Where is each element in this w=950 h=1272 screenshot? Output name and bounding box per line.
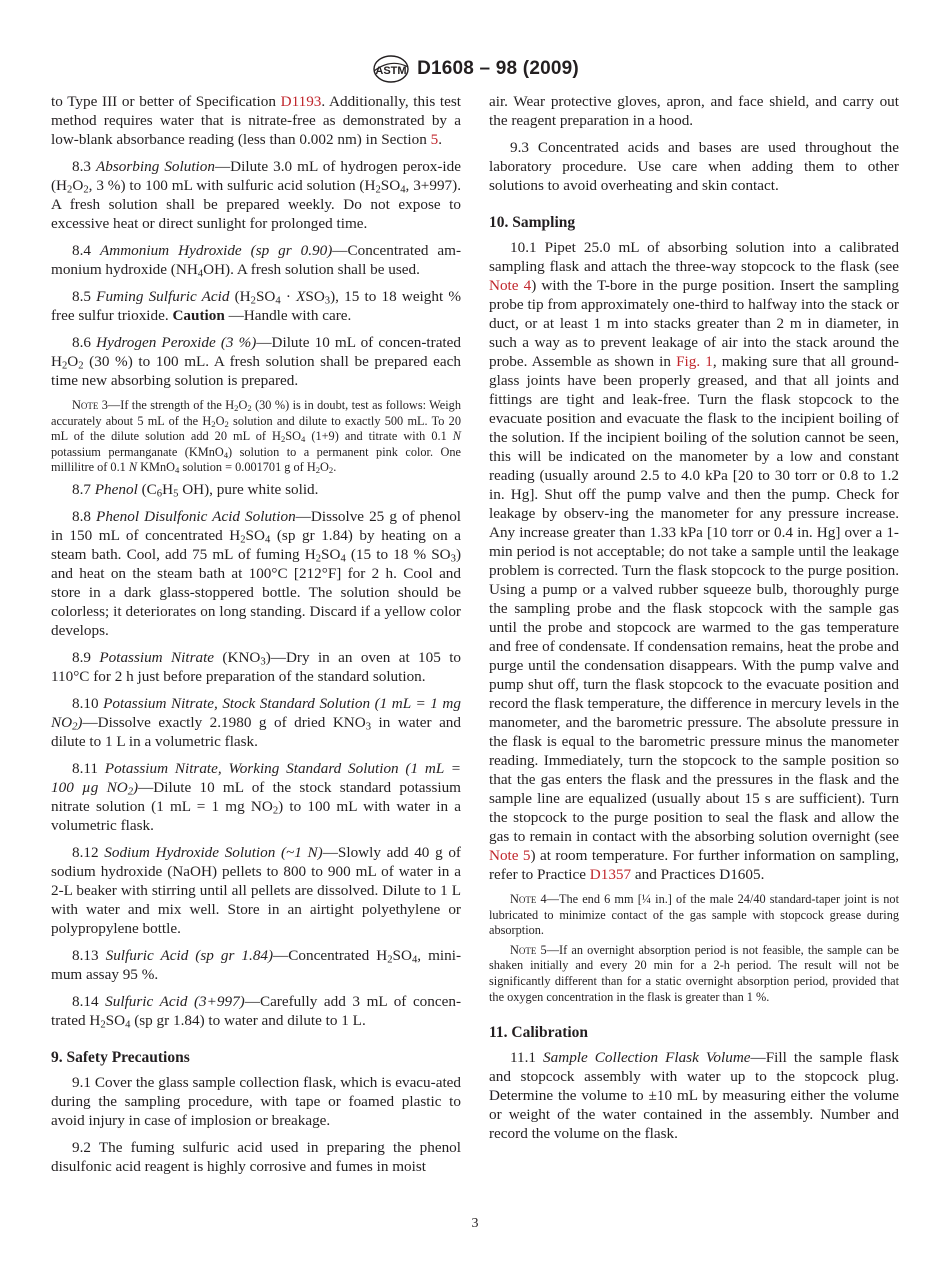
- paragraph: 9.3 Concentrated acids and bases are used throughout the laboratory procedure. Use care when adding them to other solutions to avoid overheating and skin contact.: [489, 139, 899, 194]
- cross-reference-link[interactable]: 5: [430, 131, 439, 148]
- section-heading: 9. Safety Precautions: [51, 1048, 190, 1066]
- paragraph: 10.1 Pipet 25.0 mL of absorbing solution into a calibrated sampling flask and attach the three-way stopcock to the flask (see Note 4) with the T-bore in the purge position. Insert the sampling probe tip from approximately one-third to halfway into the stack or duct, or at least 1 m into stacks greater than 2 m in diameter, in such a way as to prevent leakage of air into the stack around the probe. Assemble as shown in Fig. 1, making sure that all ground-glass joints have been properly greased, and that all joints and fittings are tight and leak-free. Turn the flask stopcock to the evacuate position and evacuate the flask to the incipient boiling of the solution. If the incipient boiling of the solution cannot be seen, this will be indicated on the manometer by a low and constant reading (usually around 2.5 to 4.0 kPa [20 to 30 torr or 0.8 to 1.2 in. Hg]. Shut off the pump valve and then the pump. Check for leakage by observ-ing the manometer for any pressure increase. Any increase greater than 1.33 kPa [10 torr or 0.4 in. Hg] over a 1-min period is not acceptable; do not take a sample until the leakage problem is corrected. Turn the flask stopcock to the purge position. Using a pump or a valved rubber squeeze bulb, thoroughly purge the sampling probe and the flask stopcock with the sample gas until the probe and stopcock are warmed to the gas temperature and free of condensate. If condensation remains, heat the probe and purge until the condensation disappears. With the pump valve and pump shut off, turn the flask stopcock to the evacuate position and record the flask temperature, the difference in mercury levels in the manometer, and the barometric pressure. The absolute pressure in the flask is equal to the barometric pressure minus the manometer reading. Immediately, turn the stopcock to the sample position so that the gas enters the flask and the pressures in the flask and the sample line are equalized (usually about 15 s are sufficient). Turn the stopcock to the purge position to seal the flask and allow the gas to remain in contact with the absorbing solution overnight (see Note 5) at room temperature. For further information on sampling, refer to Practice D1357 and Practices D1605.: [489, 239, 899, 883]
- page-header: [0, 54, 950, 86]
- note: Note 3—If the strength of the $H_2O_2$ (30 %) is in doubt, test as follows: Weigh accurately about 5 mL of the $H_2O_2$ solution and dilute to exactly 500 mL. To 20 mL of the dilute solution add 20 mL of $H_2SO_4$ (1+9) and titrate with 0.1 N potassium permanganate (KMnO$_4$) solution to a permanent pink color. One millilitre of 0.1 N KMnO$_4$ solution = 0.001701 g of $H_2O_2$.: [51, 398, 461, 476]
- cross-reference-link[interactable]: Note 5: [489, 847, 531, 864]
- paragraph: 8.7 Phenol ($C_6H_5$ OH), pure white solid.: [72, 480, 319, 500]
- paragraph: 8.11 Potassium Nitrate, Working Standard Solution (1 mL = 100 µg $NO_2)—Dilute$ 10 mL of the stock standard potassium nitrate solution (1 mL = 1 mg $NO_2$) to 100 mL with water in a volumetric flask.: [51, 759, 462, 834]
- cross-reference-link[interactable]: D1357: [589, 866, 632, 883]
- paragraph: 8.6 Hydrogen Peroxide (3 %)—Dilute 10 mL of concen-trated $H_2O_2$ (30 %) to 100 mL. A fresh solution shall be prepared each time new absorbing solution is prepared.: [51, 334, 461, 389]
- paragraph: to Type III or better of Specification D1193. Additionally, this test method requires water that is nitrate-free as demonstrated by a low-blank absorbance reading (less than 0.002 nm) in Section 5.: [51, 93, 462, 148]
- paragraph: air. Wear protective gloves, apron, and face shield, and carry out the reagent preparation in a hood.: [489, 93, 899, 129]
- paragraph: 8.13 Sulfuric Acid (sp gr 1.84)—Concentrated $H_2SO_4$, mini-mum assay 95 %.: [51, 946, 462, 983]
- paragraph: 8.5 Fuming Sulfuric Acid $(H_2SO_4 \cdot XSO_3)$, 15 to 18 weight % free sulfur trioxide. Caution —Handle with care.: [51, 288, 462, 324]
- note-label: Note 5: [510, 942, 547, 957]
- astm-logo-icon: [371, 54, 411, 84]
- paragraph: 8.12 Sodium Hydroxide Solution (~1 N)—Slowly add 40 g of sodium hydroxide (NaOH) pellets to 800 to 900 mL of water in a 2-L beaker with stirring until all pellets are dissolved. Dilute to 1 L with water and mix well. Store in an airtight polyethylene or polypropylene bottle.: [51, 843, 461, 937]
- note-label: Note 4: [510, 892, 547, 906]
- paragraph: 8.14 Sulfuric Acid (3+997)—Carefully add 3 mL of concen-trated $H_2SO_4$ (sp gr 1.84) to water and dilute to 1 L.: [51, 992, 462, 1031]
- paragraph: 9.2 The fuming sulfuric acid used in preparing the phenol disulfonic acid reagent is highly corrosive and fumes in moist: [51, 1138, 461, 1175]
- cross-reference-link[interactable]: D1193: [280, 93, 322, 110]
- note: Note 4—The end 6 mm [¼ in.] of the male 24/40 standard-taper joint is not lubricated to minimize contact of the gas sample with stopcock grease during absorption.: [489, 892, 899, 938]
- document-id: D1608 – 98 (2009): [417, 58, 579, 79]
- note: Note 5—If an overnight absorption period is not feasible, the sample can be shaken initially and every 20 min for a 2-h period. The result will not be significantly different than for a static overnight absorption period, provided that the oxygen concentration in the flask is greater than 1 %.: [489, 942, 899, 1004]
- svg-text:ASTM: ASTM: [375, 65, 407, 77]
- cross-reference-link[interactable]: Fig. 1: [676, 353, 713, 370]
- right-column: [489, 92, 899, 1151]
- paragraph: 8.9 Potassium Nitrate $(KNO_3)—Dry$ in an oven at 105 to 110°C for 2 h just before preparation of the standard solution.: [51, 648, 462, 685]
- paragraph: 11.1 Sample Collection Flask Volume—Fill the sample flask and stopcock assembly with water up to the stopcock plug. Determine the volume to ±10 mL by measuring either the volume or weight of the water contained in the assembly. Number and record the volume on the flask.: [489, 1049, 900, 1143]
- paragraph: 9.1 Cover the glass sample collection flask, which is evacu-ated during the sampling procedure, with tape or foamed plastic to avoid injury in case of implosion or breakage.: [51, 1073, 461, 1129]
- paragraph: 8.4 Ammonium Hydroxide (sp gr 0.90)—Concentrated am-monium hydroxide $(NH_4OH)$. A fresh solution shall be used.: [51, 242, 462, 280]
- cross-reference-link[interactable]: Note 4: [489, 277, 532, 294]
- note-label: Note 3: [72, 398, 108, 412]
- left-column: [51, 92, 461, 1184]
- paragraph: 8.8 Phenol Disulfonic Acid Solution—Dissolve 25 g of phenol in 150 mL of concentrated $H_2SO_4$ (sp gr 1.84) by heating on a steam bath. Cool, add 75 mL of fuming $H_2SO_4$ (15 to 18 % $SO_3$) and heat on the steam bath at 100°C [212°F] for 2 h. Cool and store in a dark glass-stoppered bottle. The solution should be colorless; it deteriorates on long standing. Discard if a yellow color develops.: [51, 507, 462, 639]
- page-number: 3: [471, 1216, 479, 1231]
- paragraph: 8.3 Absorbing Solution—Dilute 3.0 mL of hydrogen perox-ide ($H_2O_2$, 3 %) to 100 mL with sulfuric acid solution ($H_2SO_4$, 3+997). A fresh solution shall be prepared weekly. Do not expose to excessive heat or direct sunlight for prolonged time.: [51, 158, 461, 232]
- paragraph: 8.10 Potassium Nitrate, Stock Standard Solution (1 mL = 1 mg $NO_2)—Dissolve$ exactly 2.1980 g of dried $KNO_3$ in water and dilute to 1 L in a volumetric flask.: [51, 694, 461, 750]
- section-heading: 10. Sampling: [489, 214, 576, 231]
- section-heading: 11. Calibration: [489, 1024, 589, 1042]
